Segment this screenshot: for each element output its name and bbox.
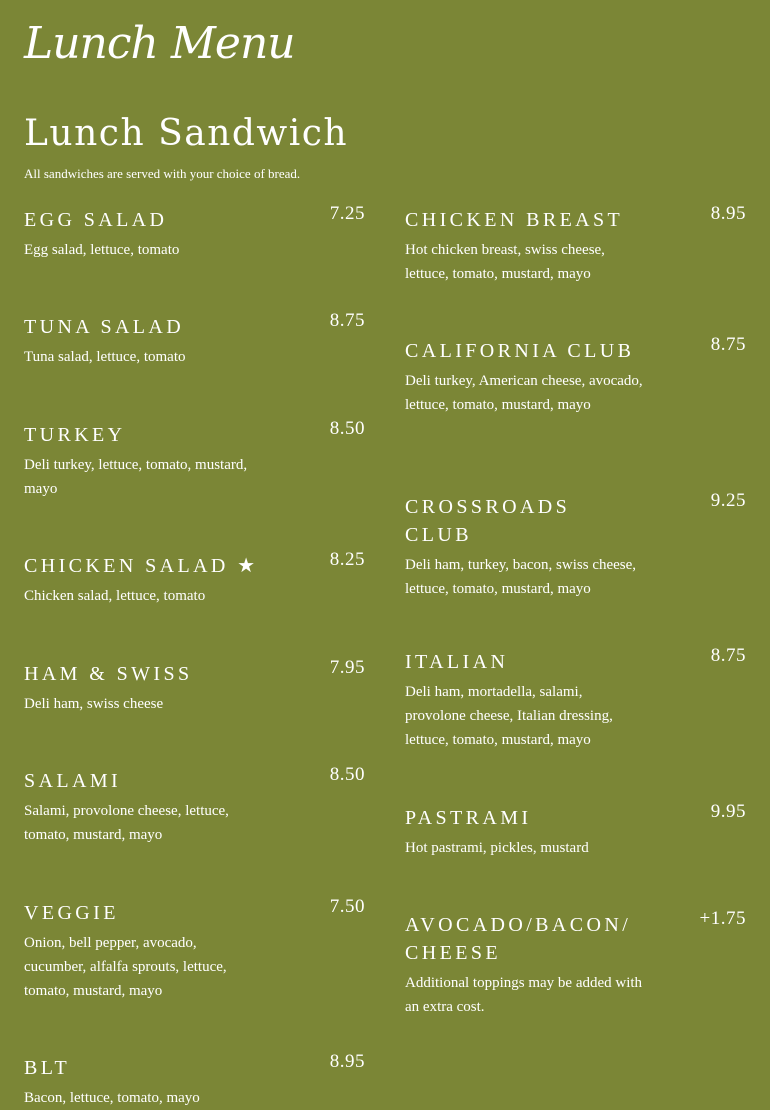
menu-item-price: 7.95	[329, 657, 365, 678]
menu-item-price: 8.50	[329, 418, 365, 439]
menu-item-name: CALIFORNIA CLUB	[405, 340, 635, 362]
menu-item-name: CHICKEN BREAST	[405, 209, 624, 231]
menu-item-price: 8.25	[329, 549, 365, 570]
menu-item-description: Additional toppings may be added with an extra cost.	[405, 975, 643, 1015]
menu-item-description: Salami, provolone cheese, lettuce, tomato, mustard, mayo	[24, 803, 229, 843]
menu-item-name: HAM & SWISS	[24, 663, 193, 685]
menu-item-price: 8.75	[710, 645, 746, 666]
menu-item	[24, 764, 365, 847]
menu-item-price: 8.75	[710, 334, 746, 355]
menu-script-title: Lunch Menu	[24, 18, 295, 69]
menu-item-name: CROSSROADS CLUB	[405, 496, 571, 546]
menu-item-price: +1.75	[699, 908, 746, 929]
menu-item-name: VEGGIE	[24, 902, 119, 924]
menu-item-description: Deli turkey, lettuce, tomato, mustard, mayo	[24, 457, 248, 497]
menu-item-description: Onion, bell pepper, avocado, cucumber, alfalfa sprouts, lettuce, tomato, mustard, mayo	[24, 935, 227, 999]
menu-item-description: Tuna salad, lettuce, tomato	[24, 349, 186, 365]
menu-item	[24, 418, 365, 501]
menu-item-name: CHICKEN SALAD ★	[24, 555, 259, 577]
menu-item-price: 8.95	[710, 203, 746, 224]
menu-item-description: Bacon, lettuce, tomato, mayo	[24, 1090, 200, 1106]
menu-item-price: 9.25	[710, 490, 746, 511]
menu-item-description: Hot chicken breast, swiss cheese, lettuce, tomato, mustard, mayo	[405, 242, 605, 282]
section-title: Lunch Sandwich	[24, 113, 349, 154]
menu-item	[405, 490, 746, 601]
menu-item-name: TURKEY	[24, 424, 126, 446]
menu-item-price: 8.50	[329, 764, 365, 785]
menu-item-price: 8.95	[329, 1051, 365, 1072]
menu-item-price: 9.95	[710, 801, 746, 822]
menu-item-name: BLT	[24, 1057, 71, 1079]
menu-item	[24, 896, 365, 1003]
menu-item-description: Deli ham, mortadella, salami, provolone cheese, Italian dressing, lettuce, tomato, mustard, mayo	[405, 684, 613, 748]
menu-item	[405, 801, 746, 860]
menu-item-description: Hot pastrami, pickles, mustard	[405, 840, 589, 856]
menu-item	[24, 1051, 365, 1110]
menu-item-name: PASTRAMI	[405, 807, 532, 829]
menu-item	[24, 549, 365, 608]
menu-item-name: SALAMI	[24, 770, 122, 792]
menu-item	[405, 334, 746, 417]
menu-item	[24, 203, 365, 262]
menu-item-description: Chicken salad, lettuce, tomato	[24, 588, 206, 604]
menu-item	[405, 908, 746, 1019]
menu-item-name: TUNA SALAD	[24, 316, 185, 338]
menu-item-price: 8.75	[329, 310, 365, 331]
menu-item-description: Deli ham, turkey, bacon, swiss cheese, lettuce, tomato, mustard, mayo	[405, 557, 637, 597]
menu-item-name: AVOCADO/BACON/ CHEESE	[405, 914, 632, 964]
menu-item-price: 7.50	[329, 896, 365, 917]
menu-item-description: Deli ham, swiss cheese	[24, 696, 164, 712]
menu-item-name: EGG SALAD	[24, 209, 168, 231]
menu-item	[24, 310, 365, 369]
menu-item-description: Deli turkey, American cheese, avocado, lettuce, tomato, mustard, mayo	[405, 373, 643, 413]
menu-item-name: ITALIAN	[405, 651, 509, 673]
menu-item	[405, 203, 746, 286]
menu-item	[405, 645, 746, 752]
section-note: All sandwiches are served with your choice of bread.	[24, 166, 301, 181]
menu-item	[24, 657, 365, 716]
menu-item-description: Egg salad, lettuce, tomato	[24, 242, 180, 258]
menu-item-price: 7.25	[329, 203, 365, 224]
